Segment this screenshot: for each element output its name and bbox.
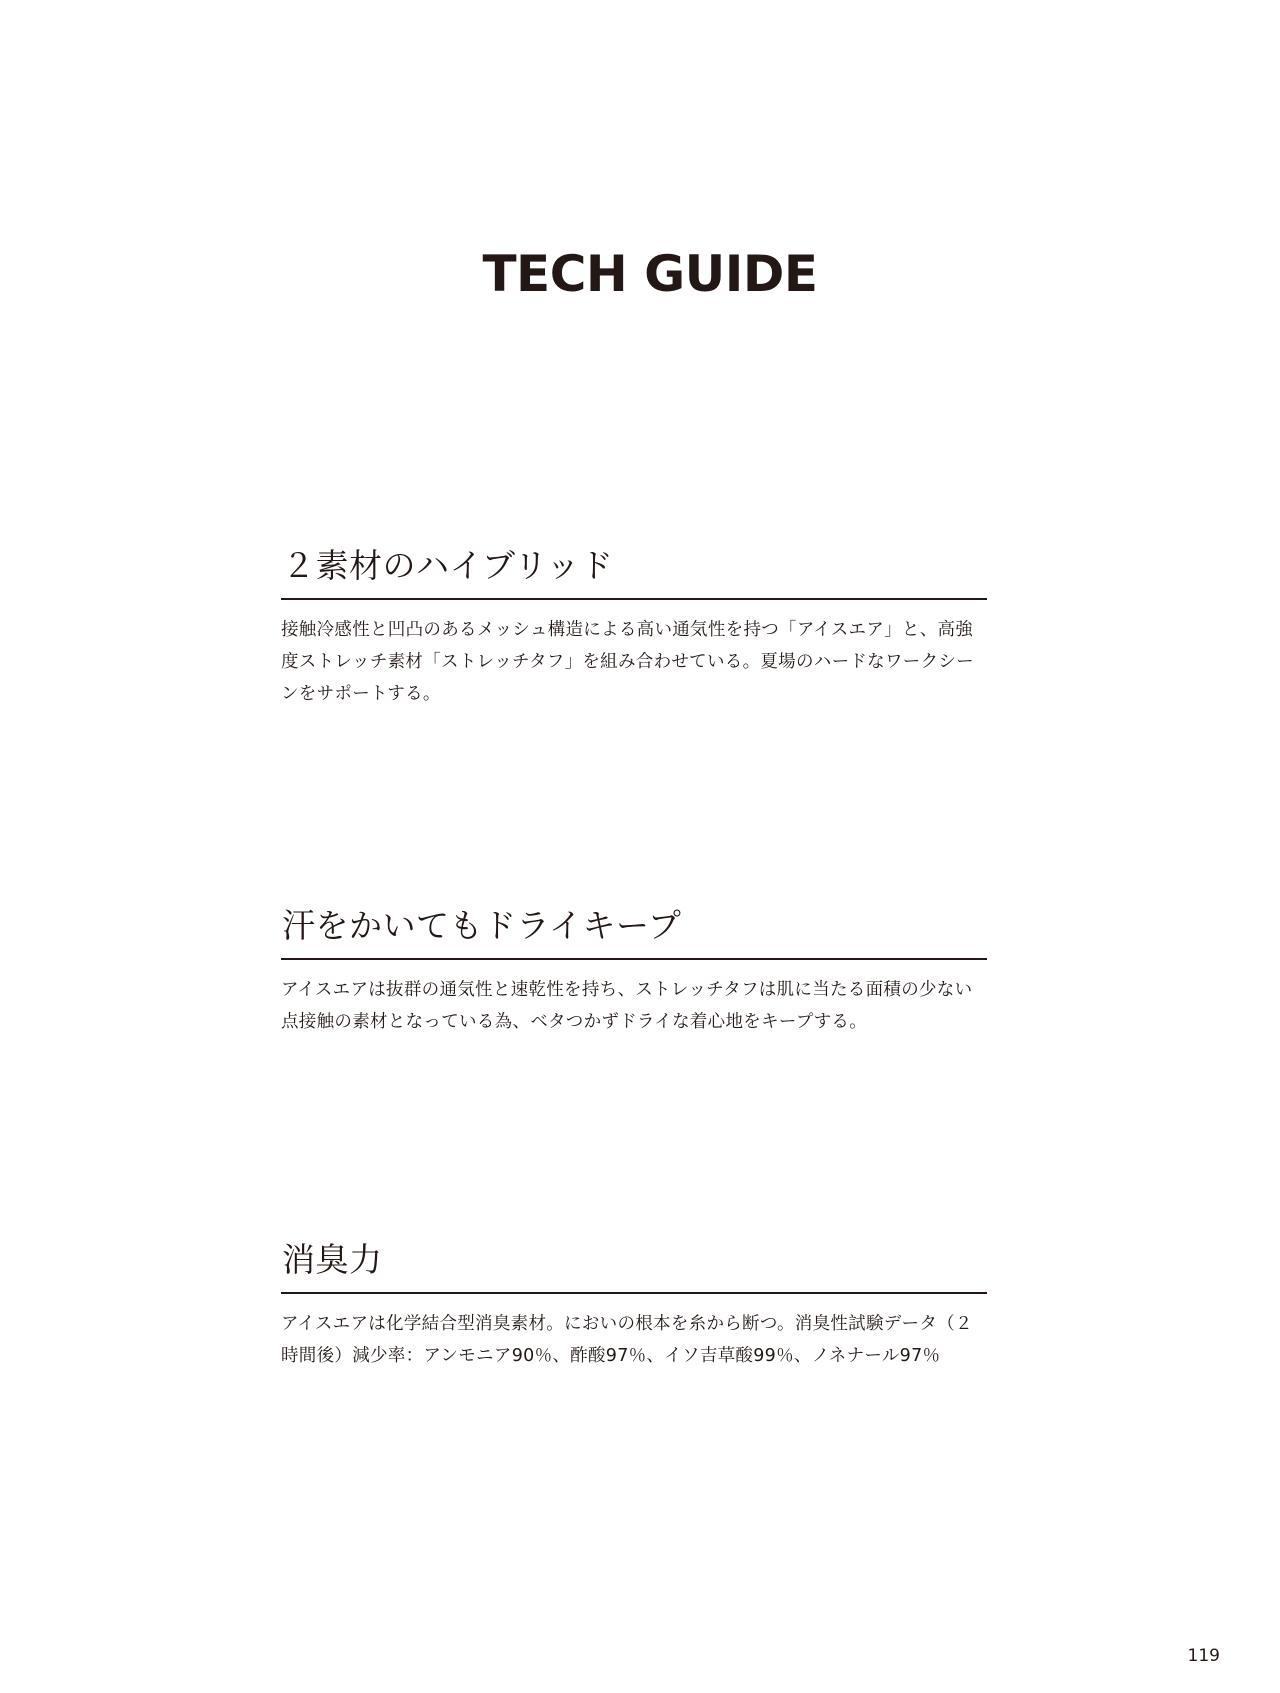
- section-body: 接触冷感性と凹凸のあるメッシュ構造による高い通気性を持つ「アイスエア」と、高強度ストレッチ素材「ストレッチタフ」を組み合わせている。夏場のハードなワークシーンをサポートする。: [281, 620, 974, 704]
- section-body: アイスエアは化学結合型消臭素材。においの根本を糸から断つ。消臭性試験データ（２時間後）減少率：アンモニア90％、酢酸97％、イソ吉草酸99％、ノネナール97％: [281, 1314, 973, 1366]
- page-title: TECH GUIDE: [482, 245, 818, 303]
- section-heading: 消臭力: [281, 1238, 987, 1294]
- section-dry-keep: [281, 904, 987, 1038]
- section-heading: ２素材のハイブリッド: [281, 544, 987, 600]
- page-number: 119: [1187, 1646, 1220, 1666]
- section-hybrid-material: [281, 544, 987, 710]
- section-heading: 汗をかいてもドライキープ: [281, 904, 987, 960]
- section-deodorant: [281, 1238, 987, 1372]
- section-body: アイスエアは抜群の通気性と速乾性を持ち、ストレッチタフは肌に当たる面積の少ない点接触の素材となっている為、ベタつかずドライな着心地をキープする。: [281, 980, 973, 1032]
